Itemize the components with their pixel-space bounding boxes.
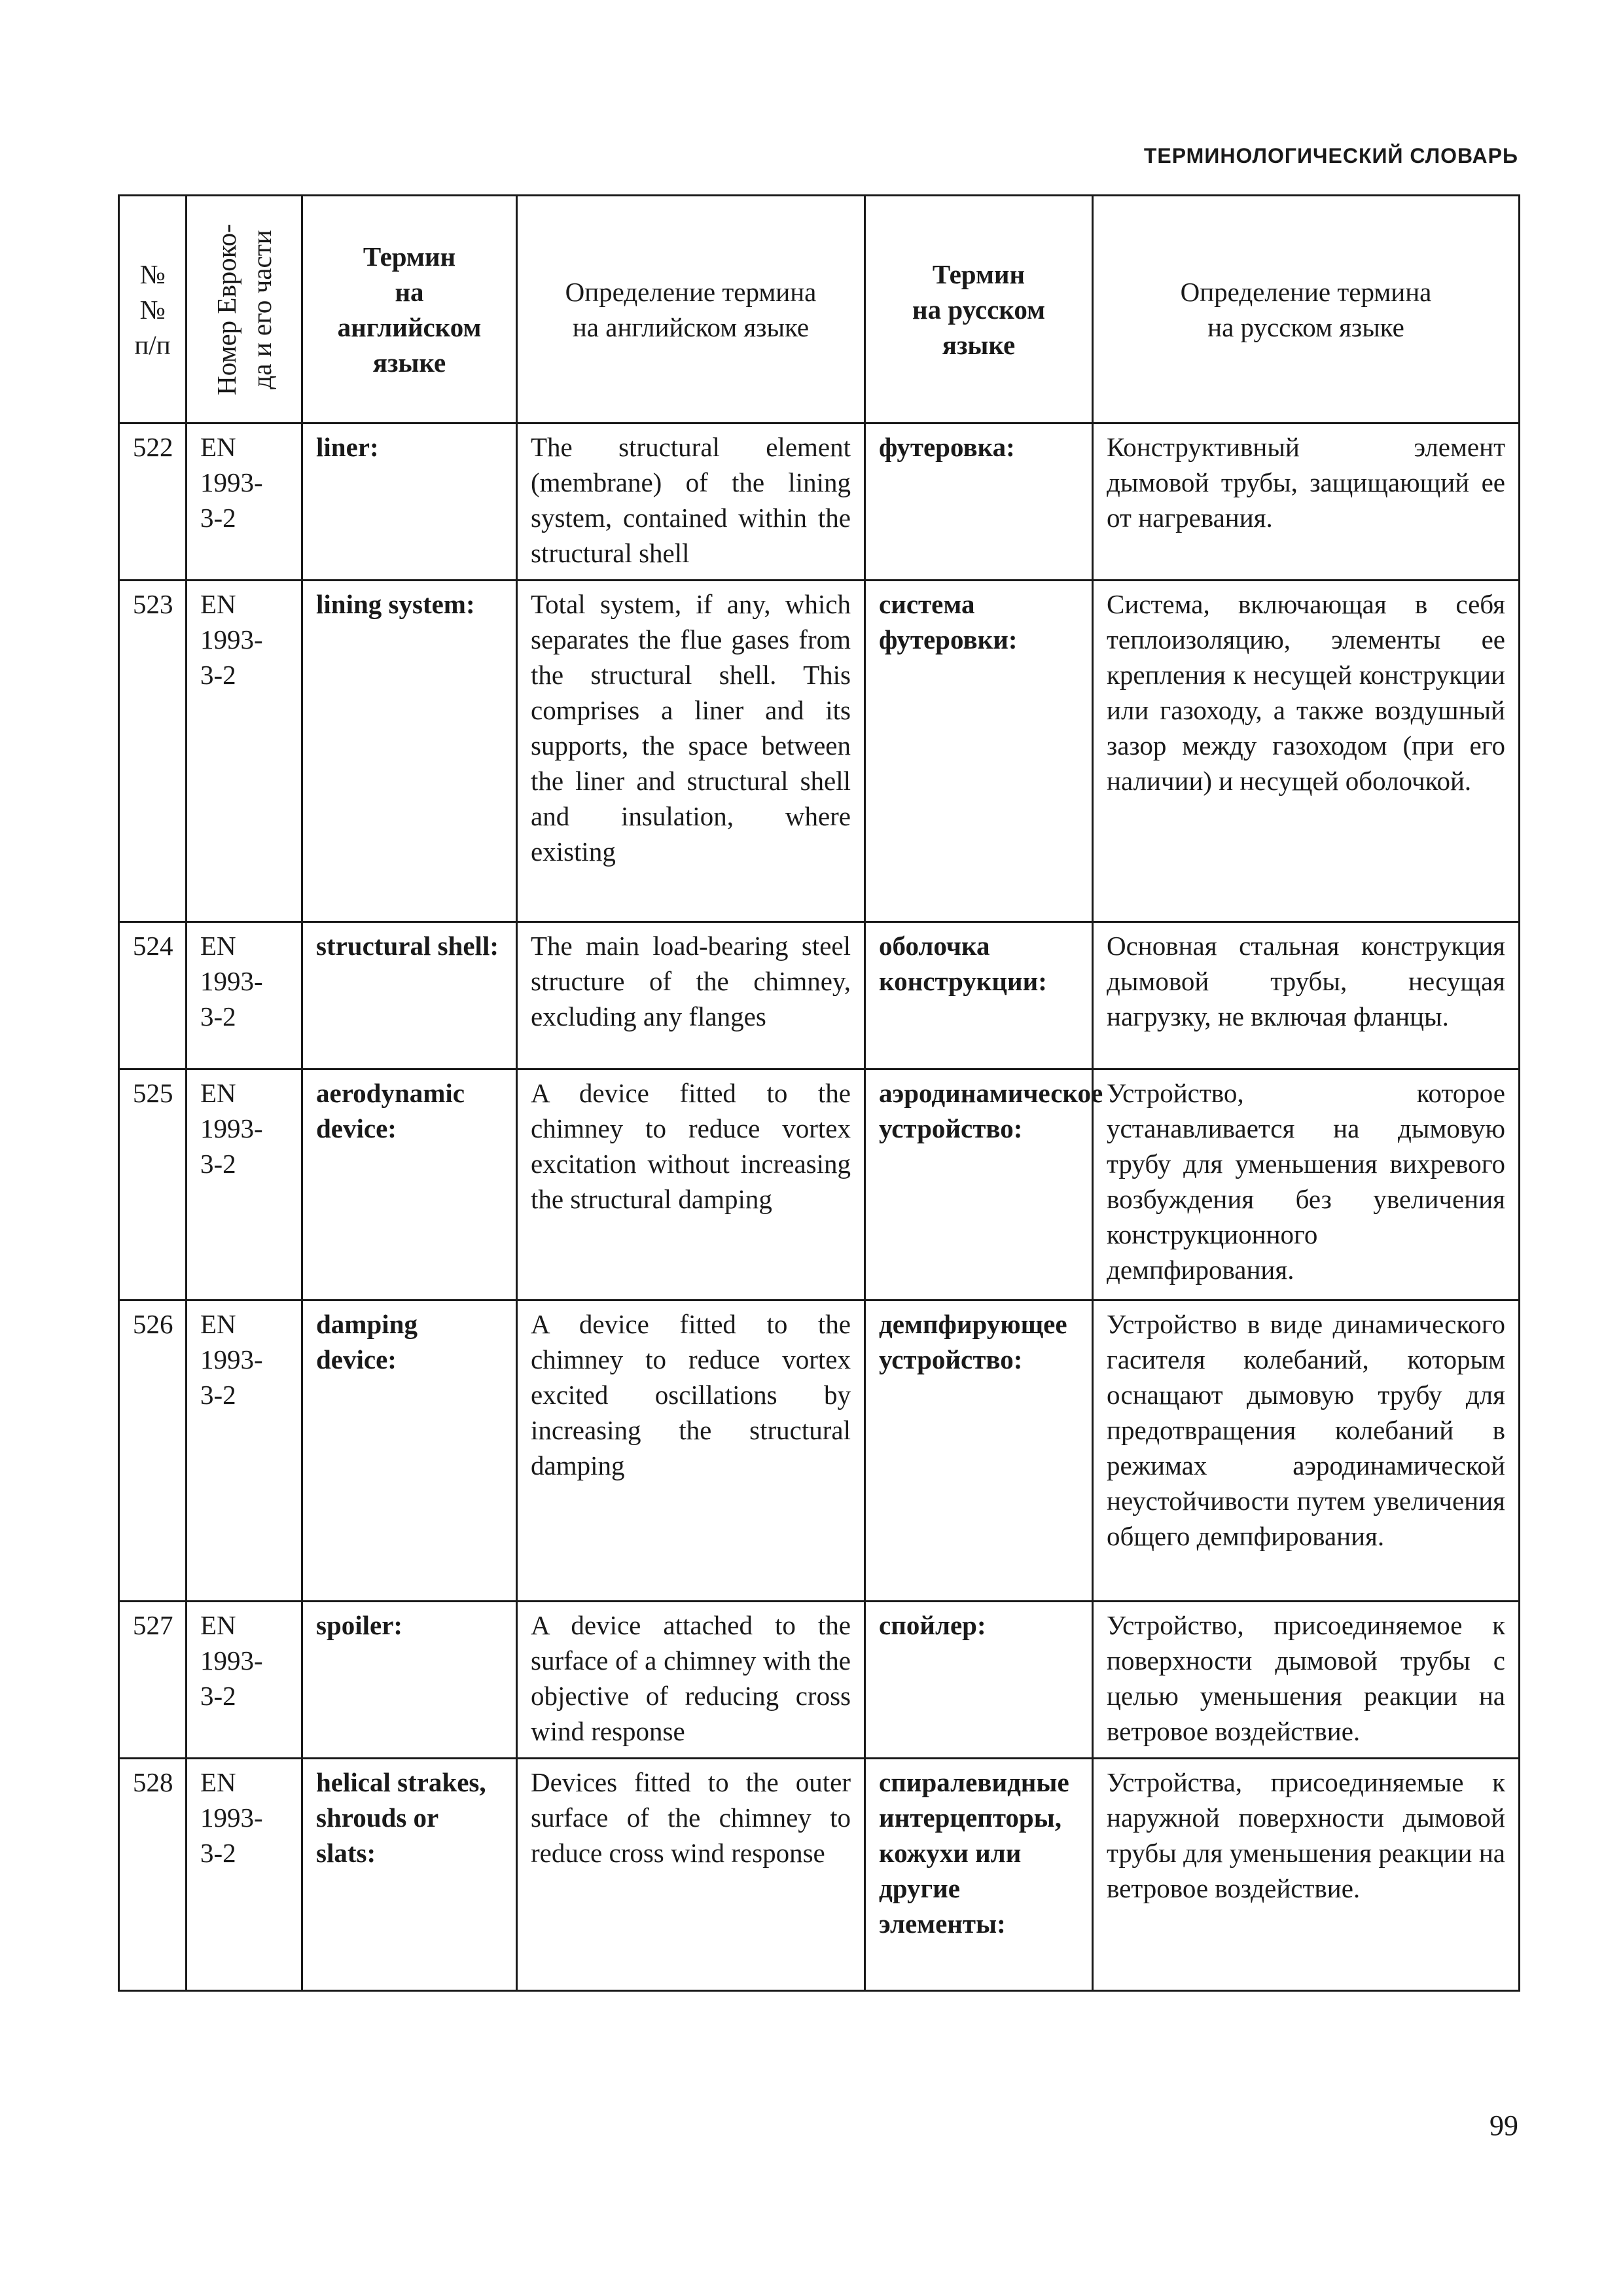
header-ru-definition: Определение термина на русском языке — [1093, 196, 1520, 423]
row-number: 525 — [119, 1069, 187, 1300]
ru-definition-cell: Устройства, присоединяемые к наружной поверхности дымовой трубы для уменьшения реакции на ветровое воздействие. — [1093, 1759, 1520, 1991]
row-number: 523 — [119, 581, 187, 922]
row-number: 528 — [119, 1759, 187, 1991]
glossary-table — [118, 194, 1520, 1992]
eurocode-cell: EN 1993- 3-2 — [187, 423, 302, 581]
ru-definition-cell: Система, включающая в себя теплоизоляцию, элементы ее крепления к несущей конструкции или газоходу, а также воздушный зазор между газоходом (при его наличии) и несущей оболочкой. — [1093, 581, 1520, 922]
ru-definition-cell: Устройство, которое устанавливается на дымовую трубу для уменьшения вихревого возбуждения без увеличения конструкционного демпфирования. — [1093, 1069, 1520, 1300]
table-row — [119, 922, 1520, 1069]
eurocode-cell: EN 1993- 3-2 — [187, 1602, 302, 1759]
table-row — [119, 1759, 1520, 1991]
eurocode-cell: EN 1993- 3-2 — [187, 581, 302, 922]
ru-definition-cell: Устройство, присоединяемое к поверхности дымовой трубы с целью уменьшения реакции на ветровое воздействие. — [1093, 1602, 1520, 1759]
en-definition-cell: The main load-bearing steel structure of the chimney, excluding any flanges — [517, 922, 865, 1069]
header-row — [119, 196, 1520, 423]
header-en-definition: Определение термина на английском языке — [517, 196, 865, 423]
page-number: 99 — [1489, 2109, 1518, 2142]
ru-definition-cell: Конструктивный элемент дымовой трубы, защищающий ее от нагревания. — [1093, 423, 1520, 581]
en-term-cell: liner: — [302, 423, 517, 581]
header-ru-term: Термин на русском языке — [865, 196, 1093, 423]
en-definition-cell: A device fitted to the chimney to reduce vortex excited oscillations by increasing the structural damping — [517, 1300, 865, 1602]
header-num: №№ п/п — [119, 196, 187, 423]
table-row — [119, 581, 1520, 922]
eurocode-cell: EN 1993- 3-2 — [187, 1300, 302, 1602]
running-head: ТЕРМИНОЛОГИЧЕСКИЙ СЛОВАРЬ — [1143, 144, 1518, 168]
en-term-cell: spoiler: — [302, 1602, 517, 1759]
ru-definition-cell: Устройство в виде динамического гасителя колебаний, которым оснащают дымовую трубу для предотвращения колебаний в режимах аэродинамической неустойчивости путем увеличения общего демпфирования. — [1093, 1300, 1520, 1602]
eurocode-cell: EN 1993- 3-2 — [187, 1759, 302, 1991]
en-term-cell: structural shell: — [302, 922, 517, 1069]
ru-term-cell: система футеровки: — [865, 581, 1093, 922]
table-row — [119, 423, 1520, 581]
en-definition-cell: A device attached to the surface of a chimney with the objective of reducing cross wind response — [517, 1602, 865, 1759]
en-term-cell: aerodynamic device: — [302, 1069, 517, 1300]
header-en-term: Термин на английском языке — [302, 196, 517, 423]
en-definition-cell: Devices fitted to the outer surface of the chimney to reduce cross wind response — [517, 1759, 865, 1991]
table-row — [119, 1300, 1520, 1602]
en-term-cell: lining system: — [302, 581, 517, 922]
en-definition-cell: A device fitted to the chimney to reduce vortex excitation without increasing the structural damping — [517, 1069, 865, 1300]
table-row — [119, 1602, 1520, 1759]
row-number: 527 — [119, 1602, 187, 1759]
ru-term-cell: спойлер: — [865, 1602, 1093, 1759]
row-number: 526 — [119, 1300, 187, 1602]
table-row — [119, 1069, 1520, 1300]
en-definition-cell: Total system, if any, which separates the flue gases from the structural shell. This comprises a liner and its supports, the space between the liner and structural shell and insulation, where existing — [517, 581, 865, 922]
header-eurocode: Номер Евроко- да и его части — [187, 196, 302, 423]
eurocode-cell: EN 1993- 3-2 — [187, 922, 302, 1069]
row-number: 524 — [119, 922, 187, 1069]
eurocode-cell: EN 1993- 3-2 — [187, 1069, 302, 1300]
ru-definition-cell: Основная стальная конструкция дымовой трубы, несущая нагрузку, не включая фланцы. — [1093, 922, 1520, 1069]
row-number: 522 — [119, 423, 187, 581]
en-term-cell: helical strakes, shrouds or slats: — [302, 1759, 517, 1991]
ru-term-cell: демпфирующее устройство: — [865, 1300, 1093, 1602]
ru-term-cell: оболочка конструкции: — [865, 922, 1093, 1069]
en-term-cell: damping device: — [302, 1300, 517, 1602]
ru-term-cell: футеровка: — [865, 423, 1093, 581]
en-definition-cell: The structural element (membrane) of the lining system, contained within the structural shell — [517, 423, 865, 581]
ru-term-cell: аэродинамическое устройство: — [865, 1069, 1093, 1300]
ru-term-cell: спиралевидные интерцепторы, кожухи или другие элементы: — [865, 1759, 1093, 1991]
